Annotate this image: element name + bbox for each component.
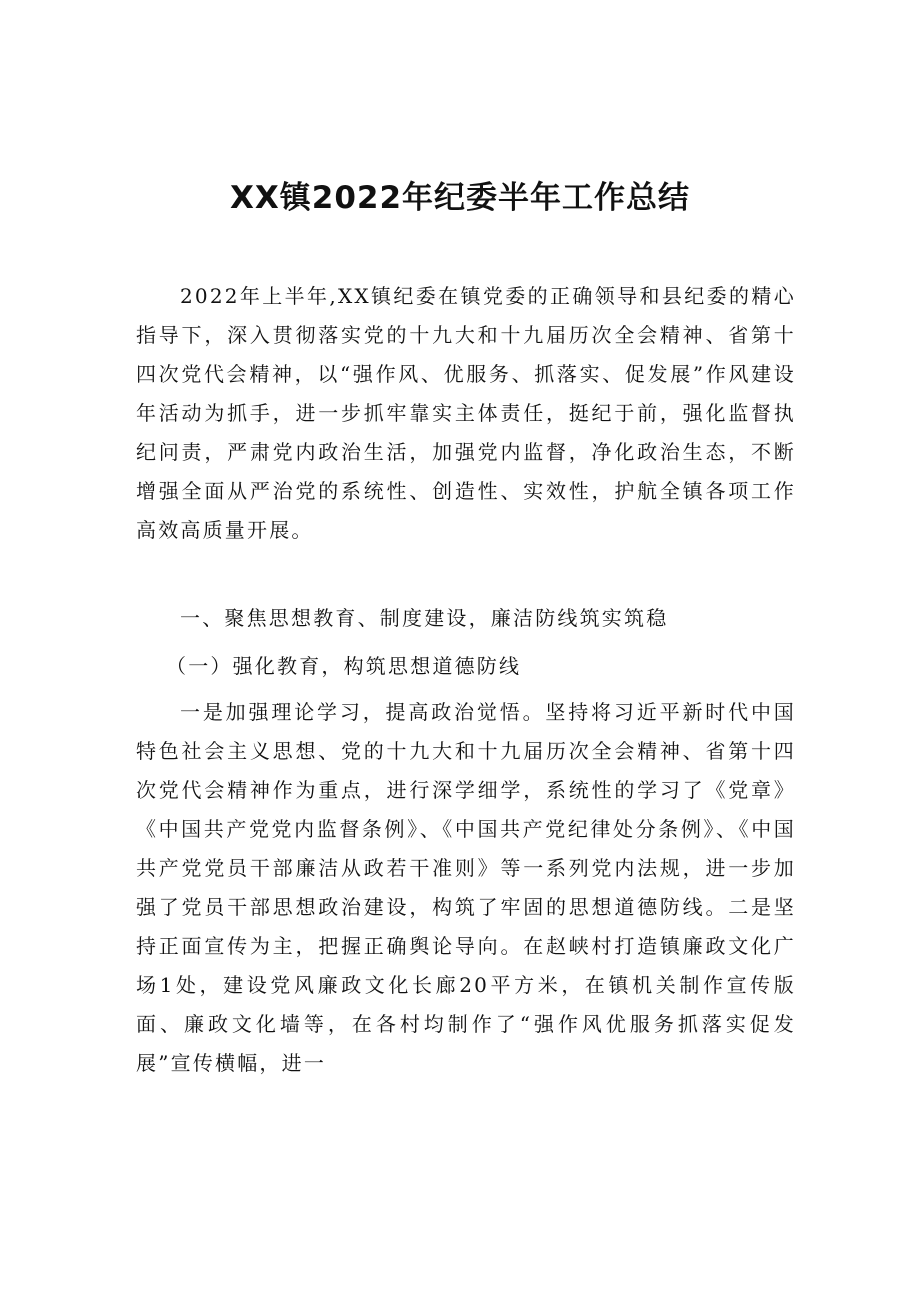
section-heading: 一、聚焦思想教育、制度建设，廉洁防线筑实筑稳 bbox=[180, 606, 669, 630]
intro-paragraph: 2022年上半年,XX镇纪委在镇党委的正确领导和县纪委的精心指导下，深入贯彻落实党的十九大和十九届历次全会精神、省第十四次党代会精神，以“强作风、优服务、抓落实、促发展”作风建设年活动为抓手，进一步抓牢靠实主体责任，挺纪于前，强化监督执纪问责，严肃党内政治生活，加强党内监督，净化政治生态，不断增强全面从严治党的系统性、创造性、实效性，护航全镇各项工作高效高质量开展。 bbox=[136, 284, 796, 542]
body-paragraph: 一是加强理论学习，提高政治觉悟。坚持将习近平新时代中国特色社会主义思想、党的十九大和十九届历次全会精神、省第十四次党代会精神作为重点，进行深学细学，系统性的学习了《党章》《中国共产党党内监督条例》、《中国共产党纪律处分条例》、《中国共产党党员干部廉洁从政若干准则》等一系列党内法规，进一步加强了党员干部思想政治建设，构筑了牢固的思想道德防线。二是坚持正面宣传为主，把握正确舆论导向。在赵峡村打造镇廉政文化广场1处，建设党风廉政文化长廊20平方米，在镇机关制作宣传版面、廉政文化墙等，在各村均制作了“强作风优服务抓落实促发展”宣传横幅，进一 bbox=[136, 700, 796, 1075]
document-title: XX镇2022年纪委半年工作总结 bbox=[229, 180, 691, 216]
subsection-heading: （一）强化教育，构筑思想道德防线 bbox=[166, 654, 522, 678]
